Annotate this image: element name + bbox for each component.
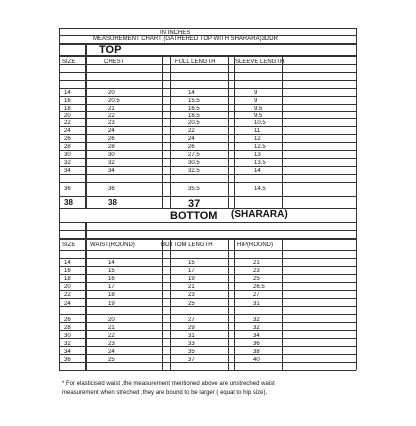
top-header-sleeve-length: SLEEVE LENGTH (235, 59, 285, 65)
bottom-row-bottom-length: 35 (188, 349, 195, 355)
table-gridline (59, 72, 356, 73)
bottom-row-size: 26 (64, 317, 71, 323)
table-gridline (59, 43, 356, 45)
table-gridline (59, 282, 356, 283)
bottom-row-waist: 19 (108, 301, 115, 307)
bottom-row-waist: 25 (108, 357, 115, 363)
table-gridline (59, 158, 356, 159)
table-gridline (59, 88, 356, 89)
top-row-full-length: 32.5 (188, 168, 200, 174)
top-row-sleeve-length: 14 (254, 168, 261, 174)
table-gridline (59, 35, 356, 36)
top-row-chest: 34 (108, 168, 115, 174)
table-gridline (59, 370, 356, 371)
table-gridline (59, 362, 356, 363)
top-row-chest: 21 (108, 106, 115, 112)
bottom-row-size: 20 (64, 284, 71, 290)
table-gridline (85, 43, 87, 208)
bottom-row-bottom-length: 31 (188, 333, 195, 339)
bottom-header-bottom-length: BOTTOM LENGTH (161, 242, 213, 248)
top-row-full-length: 30.5 (188, 160, 200, 166)
top-row-chest: 36 (108, 186, 115, 192)
table-gridline (162, 238, 163, 370)
top-row-sleeve-length: 14.5 (254, 186, 266, 192)
top-row-full-length: 26 (188, 144, 195, 150)
bottom-row-bottom-length: 21 (188, 284, 195, 290)
table-gridline (59, 55, 60, 208)
top-row-sleeve-length: 9 (254, 98, 258, 104)
table-gridline (59, 298, 356, 299)
table-gridline (59, 118, 356, 119)
top-row-sleeve-length: 9.5 (254, 106, 263, 112)
table-gridline (59, 126, 356, 127)
table-gridline (59, 274, 356, 275)
bottom-row-waist: 15 (108, 268, 115, 274)
table-gridline (59, 208, 356, 209)
table-gridline (59, 104, 356, 105)
top-row-chest: 26 (108, 136, 115, 142)
bottom-row-size: 30 (64, 333, 71, 339)
bottom-row-bottom-length: 33 (188, 341, 195, 347)
table-gridline (59, 96, 356, 97)
top-row-full-length: 14 (188, 90, 195, 96)
bottom-row-size: 24 (64, 301, 71, 307)
bottom-row-hip: 23 (253, 268, 260, 274)
bottom-row-size: 16 (64, 268, 71, 274)
bottom-row-hip: 40 (253, 357, 260, 363)
table-gridline (59, 346, 356, 347)
table-gridline (59, 174, 356, 175)
bottom-row-hip: 36 (253, 341, 260, 347)
table-gridline (59, 222, 356, 223)
bottom-row-waist: 22 (108, 333, 115, 339)
table-gridline (59, 150, 356, 151)
top-row-sleeve-length: 12.5 (254, 144, 266, 150)
top-row-sleeve-length: 9.5 (254, 113, 263, 119)
bottom-section-title: BOTTOM (170, 210, 218, 222)
bottom-row-bottom-length: 27 (188, 317, 195, 323)
table-gridline (59, 80, 356, 81)
top-header-full-length: FULL LENGTH (175, 59, 216, 65)
bottom-header-waist: WAIST(ROUND) (90, 242, 135, 248)
top-section-title: TOP (99, 44, 122, 56)
top-row-size: 26 (64, 136, 71, 142)
top-row-full-length: 16.5 (188, 106, 200, 112)
top-row-sleeve-length: 11 (254, 128, 261, 134)
top-row-chest: 28 (108, 144, 115, 150)
table-gridline (356, 238, 357, 370)
table-gridline (228, 238, 229, 370)
table-gridline (59, 111, 356, 112)
top-row-size: 16 (64, 98, 71, 104)
bottom-row-bottom-length: 25 (188, 301, 195, 307)
table-gridline (59, 354, 356, 355)
bottom-row-size: 34 (64, 349, 71, 355)
table-gridline (59, 196, 356, 197)
bottom-row-size: 22 (64, 292, 71, 298)
bottom-row-waist: 17 (108, 284, 115, 290)
top-header-chest: CHEST (104, 59, 125, 65)
table-gridline (170, 238, 171, 370)
top-row-chest: 20 (108, 90, 115, 96)
bottom-row-size: 28 (64, 325, 71, 331)
bottom-row-size: 36 (64, 357, 71, 363)
table-gridline (59, 134, 356, 135)
table-gridline (59, 182, 356, 183)
top-row-size: 14 (64, 90, 71, 96)
bottom-row-waist: 18 (108, 292, 115, 298)
table-gridline (59, 306, 356, 307)
top-row-full-length: 15.5 (188, 98, 200, 104)
bottom-row-waist: 23 (108, 341, 115, 347)
top-row-size: 34 (64, 168, 71, 174)
table-gridline (59, 330, 356, 331)
top-row-chest: 20.5 (108, 98, 120, 104)
top-row-size: 32 (64, 160, 71, 166)
bottom-section-subtitle: (SHARARA) (231, 209, 288, 220)
top-row-sleeve-length: 12 (254, 136, 261, 142)
top-row-full-length: 35.5 (188, 186, 200, 192)
table-gridline (234, 55, 235, 208)
bottom-row-waist: 24 (108, 349, 115, 355)
top-row-sleeve-length: 13.5 (254, 160, 266, 166)
top-row-full-length: 24 (188, 136, 195, 142)
table-gridline (282, 238, 283, 370)
table-gridline (234, 238, 235, 370)
table-gridline (59, 142, 356, 143)
top-row-sleeve-length: 13 (254, 152, 261, 158)
bottom-row-hip: 32 (253, 325, 260, 331)
bottom-row-bottom-length: 23 (188, 292, 195, 298)
bottom-row-bottom-length: 15 (188, 260, 195, 266)
bottom-row-waist: 16 (108, 276, 115, 282)
table-gridline (59, 166, 356, 167)
top-row-full-length: 27.5 (188, 152, 200, 158)
table-gridline (162, 55, 163, 208)
table-gridline (59, 314, 356, 315)
elastic-waist-note-line2: measurement when streched ,they are bound to be larger ( equal to hip size). (62, 390, 268, 396)
bottom-row-hip: 34 (253, 333, 260, 339)
table-gridline (59, 28, 356, 29)
bottom-header-size: SIZE (62, 242, 76, 248)
top-header-size: SIZE (62, 59, 76, 65)
units-label: IN INCHES (160, 30, 191, 36)
top-row-full-length: 18.5 (188, 113, 200, 119)
table-gridline (59, 266, 356, 267)
top-row-chest: 30 (108, 152, 115, 158)
table-gridline (282, 55, 283, 208)
table-gridline (59, 230, 356, 231)
table-gridline (59, 238, 356, 240)
bottom-row-bottom-length: 29 (188, 325, 195, 331)
table-gridline (356, 55, 357, 208)
bottom-row-waist: 14 (108, 260, 115, 266)
table-gridline (59, 250, 356, 251)
table-gridline (228, 55, 229, 208)
bottom-row-hip: 38 (253, 349, 260, 355)
bottom-row-hip: 26.5 (253, 284, 265, 290)
top-row-full-length: 20.5 (188, 120, 200, 126)
bottom-row-hip: 21 (253, 260, 260, 266)
bottom-row-hip: 32 (253, 317, 260, 323)
table-gridline (85, 222, 87, 370)
bottom-row-bottom-length: 17 (188, 268, 195, 274)
bottom-row-size: 14 (64, 260, 71, 266)
top-row-full-length: 22 (188, 128, 195, 134)
top-row-size: 38 (64, 199, 73, 207)
top-row-chest: 23 (108, 120, 115, 126)
table-gridline (59, 238, 60, 370)
bottom-header-hip: HIP(ROUND) (237, 242, 273, 248)
table-gridline (59, 258, 356, 259)
top-row-size: 36 (64, 186, 71, 192)
top-row-sleeve-length: 9 (254, 90, 258, 96)
top-row-size: 24 (64, 128, 71, 134)
bottom-row-hip: 31 (253, 301, 260, 307)
bottom-row-hip: 25 (253, 276, 260, 282)
top-row-full-length: 37 (188, 199, 201, 210)
top-row-chest: 38 (108, 199, 117, 207)
table-gridline (59, 322, 356, 323)
top-row-size: 22 (64, 120, 71, 126)
bottom-row-waist: 20 (108, 317, 115, 323)
bottom-row-hip: 27 (253, 292, 260, 298)
top-row-size: 20 (64, 113, 71, 119)
table-gridline (59, 290, 356, 291)
top-row-size: 18 (64, 106, 71, 112)
top-row-sleeve-length: 10.5 (254, 120, 266, 126)
bottom-row-bottom-length: 37 (188, 357, 195, 363)
bottom-row-size: 32 (64, 341, 71, 347)
bottom-row-waist: 21 (108, 325, 115, 331)
top-row-chest: 24 (108, 128, 115, 134)
table-gridline (59, 338, 356, 339)
chart-title: MEASUREMENT CHART (GATHERED TOP WITH SHARARA)3DDR (93, 36, 278, 42)
top-row-chest: 22 (108, 113, 115, 119)
top-row-size: 30 (64, 152, 71, 158)
top-row-size: 28 (64, 144, 71, 150)
bottom-row-bottom-length: 19 (188, 276, 195, 282)
elastic-waist-note-line1: * For elasticised waist ,the measurement mentioned above are unstreched waist (62, 381, 275, 387)
table-gridline (170, 55, 171, 208)
bottom-row-size: 18 (64, 276, 71, 282)
table-gridline (59, 55, 356, 57)
top-row-chest: 32 (108, 160, 115, 166)
